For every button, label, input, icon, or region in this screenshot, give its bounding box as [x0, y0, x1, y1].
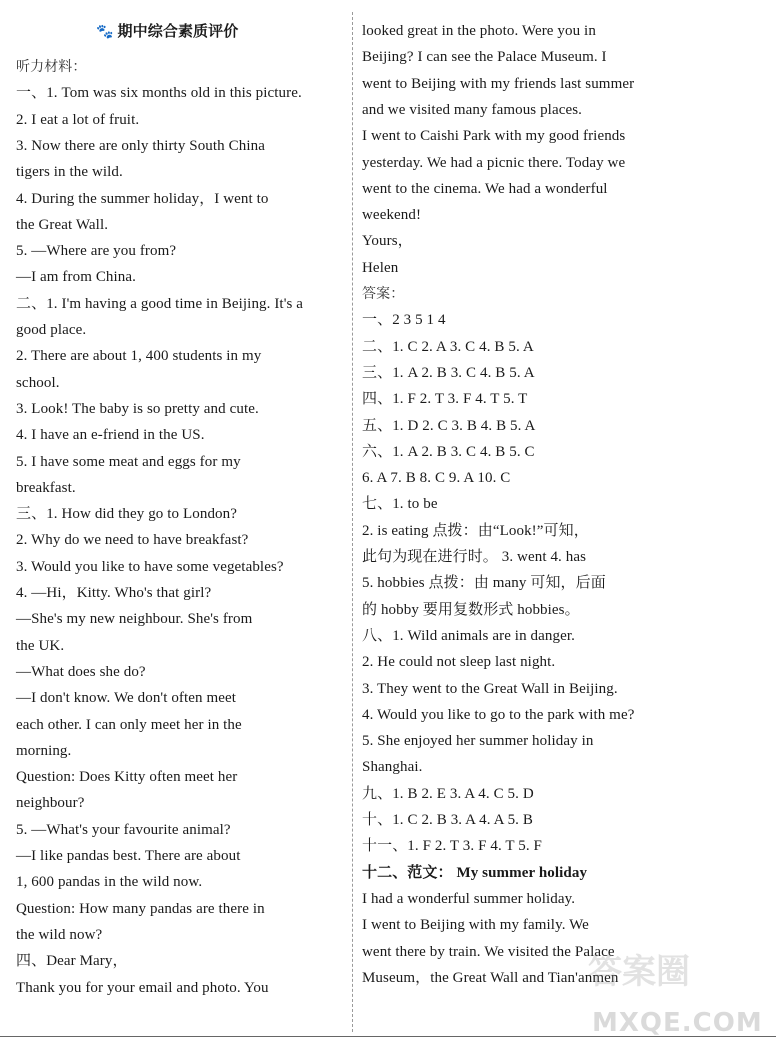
left-line: 3. Look! The baby is so pretty and cute. — [16, 400, 259, 417]
right-line: Museum，the Great Wall and Tian'anmen — [362, 969, 619, 986]
right-line: looked great in the photo. Were you in — [362, 23, 596, 39]
left-line: the wild now? — [16, 926, 103, 943]
right-line: went there by train. We visited the Palace — [362, 943, 615, 960]
right-line: 3. They went to the Great Wall in Beijing. — [362, 680, 618, 697]
right-line: 七、1. to be — [362, 496, 438, 513]
left-line: good place. — [16, 322, 87, 338]
right-line: I went to Caishi Park with my good friends — [362, 128, 626, 145]
right-line: Helen — [362, 259, 399, 276]
watermark-logo: 答案圈 — [588, 952, 690, 992]
right-line: 6. A 7. B 8. C 9. A 10. C — [362, 470, 511, 487]
right-line: 答案： — [362, 286, 405, 302]
left-line: Question: Does Kitty often meet her — [16, 769, 238, 786]
right-line: 十、1. C 2. B 3. A 4. A 5. B — [362, 812, 533, 828]
left-line: 2. I eat a lot of fruit. — [16, 111, 140, 128]
left-line: 4. During the summer holiday，I went to — [16, 190, 269, 207]
right-line: 四、1. F 2. T 3. F 4. T 5. T — [362, 391, 528, 408]
left-line: 一、1. Tom was six months old in this picture. — [16, 85, 302, 102]
left-line: 5. I have some meat and eggs for my — [16, 453, 241, 470]
left-line: 2. Why do we need to have breakfast? — [16, 532, 249, 549]
right-line: 2. He could not sleep last night. — [362, 654, 556, 671]
right-line: Yours， — [362, 233, 413, 250]
right-line: 的 hobby 要用复数形式 hobbies。 — [362, 601, 580, 618]
right-line: 五、1. D 2. C 3. B 4. B 5. A — [362, 417, 536, 434]
left-line: each other. I can only meet her in the — [16, 716, 242, 733]
page-title-wrap — [96, 21, 238, 42]
left-line: —I like pandas best. There are about — [16, 848, 241, 864]
left-line: 2. There are about 1, 400 students in my — [16, 348, 262, 365]
page-title: 期中综合素质评价 — [117, 22, 239, 40]
left-line: morning. — [16, 742, 72, 759]
right-line: I went to Beijing with my family. We — [362, 917, 589, 934]
right-line: 十一、1. F 2. T 3. F 4. T 5. F — [362, 838, 542, 855]
left-line: 3. Now there are only thirty South China — [16, 137, 265, 154]
left-line: Question: How many pandas are there in — [16, 900, 265, 917]
right-line: 二、1. C 2. A 3. C 4. B 5. A — [362, 338, 534, 355]
left-line: —I don't know. We don't often meet — [16, 690, 237, 707]
right-line: 六、1. A 2. B 3. C 4. B 5. C — [362, 443, 535, 460]
left-line: breakfast. — [16, 479, 76, 496]
left-line: 二、1. I'm having a good time in Beijing. It's a — [16, 295, 304, 312]
left-line: 听力材料： — [16, 59, 87, 75]
right-line: and we visited many famous places. — [362, 101, 583, 118]
right-line: I had a wonderful summer holiday. — [362, 890, 576, 907]
paw-icon: 🐾 — [96, 24, 114, 40]
left-line: 5. —Where are you from? — [16, 243, 177, 260]
right-line: weekend! — [362, 207, 422, 224]
right-line: went to the cinema. We had a wonderful — [362, 180, 608, 197]
left-line: the UK. — [16, 637, 65, 654]
left-line: 1, 600 pandas in the wild now. — [16, 874, 203, 891]
left-line: school. — [16, 374, 60, 391]
right-line: 5. hobbies 点拨：由 many 可知，后面 — [362, 575, 606, 592]
right-line: 九、1. B 2. E 3. A 4. C 5. D — [362, 785, 534, 802]
left-line: 三、1. How did they go to London? — [16, 506, 237, 523]
right-line: 一、2 3 5 1 4 — [362, 312, 446, 329]
right-line: 5. She enjoyed her summer holiday in — [362, 733, 594, 750]
left-line: Thank you for your email and photo. You — [16, 979, 269, 996]
left-line: the Great Wall. — [16, 216, 109, 233]
left-line: 4. —Hi，Kitty. Who's that girl? — [16, 585, 212, 601]
left-line: 四、Dear Mary， — [16, 953, 128, 970]
column-divider — [352, 12, 353, 1032]
left-line: 4. I have an e-friend in the US. — [16, 427, 205, 444]
right-line: Beijing? I can see the Palace Museum. I — [362, 49, 607, 66]
left-line: —I am from China. — [16, 269, 137, 286]
left-line: neighbour? — [16, 795, 85, 812]
right-line: 此句为现在进行时。 3. went 4. has — [362, 549, 587, 565]
right-line: 八、1. Wild animals are in danger. — [362, 627, 575, 644]
left-line: —She's my new neighbour. She's from — [16, 611, 253, 628]
right-line: yesterday. We had a picnic there. Today we — [362, 154, 626, 171]
right-line: Shanghai. — [362, 759, 423, 776]
right-line: 4. Would you like to go to the park with me? — [362, 706, 635, 723]
watermark-text: MXQE.COM — [592, 1008, 763, 1038]
left-line: —What does she do? — [16, 663, 146, 680]
right-line: went to Beijing with my friends last summer — [362, 75, 635, 92]
right-line: 2. is eating 点拨：由“Look!”可知， — [362, 522, 589, 539]
right-line: 三、1. A 2. B 3. C 4. B 5. A — [362, 364, 535, 381]
right-line: 十二、范文： My summer holiday — [362, 864, 588, 881]
left-line: 3. Would you like to have some vegetables? — [16, 558, 284, 575]
left-line: 5. —What's your favourite animal? — [16, 821, 231, 838]
left-line: tigers in the wild. — [16, 164, 123, 181]
